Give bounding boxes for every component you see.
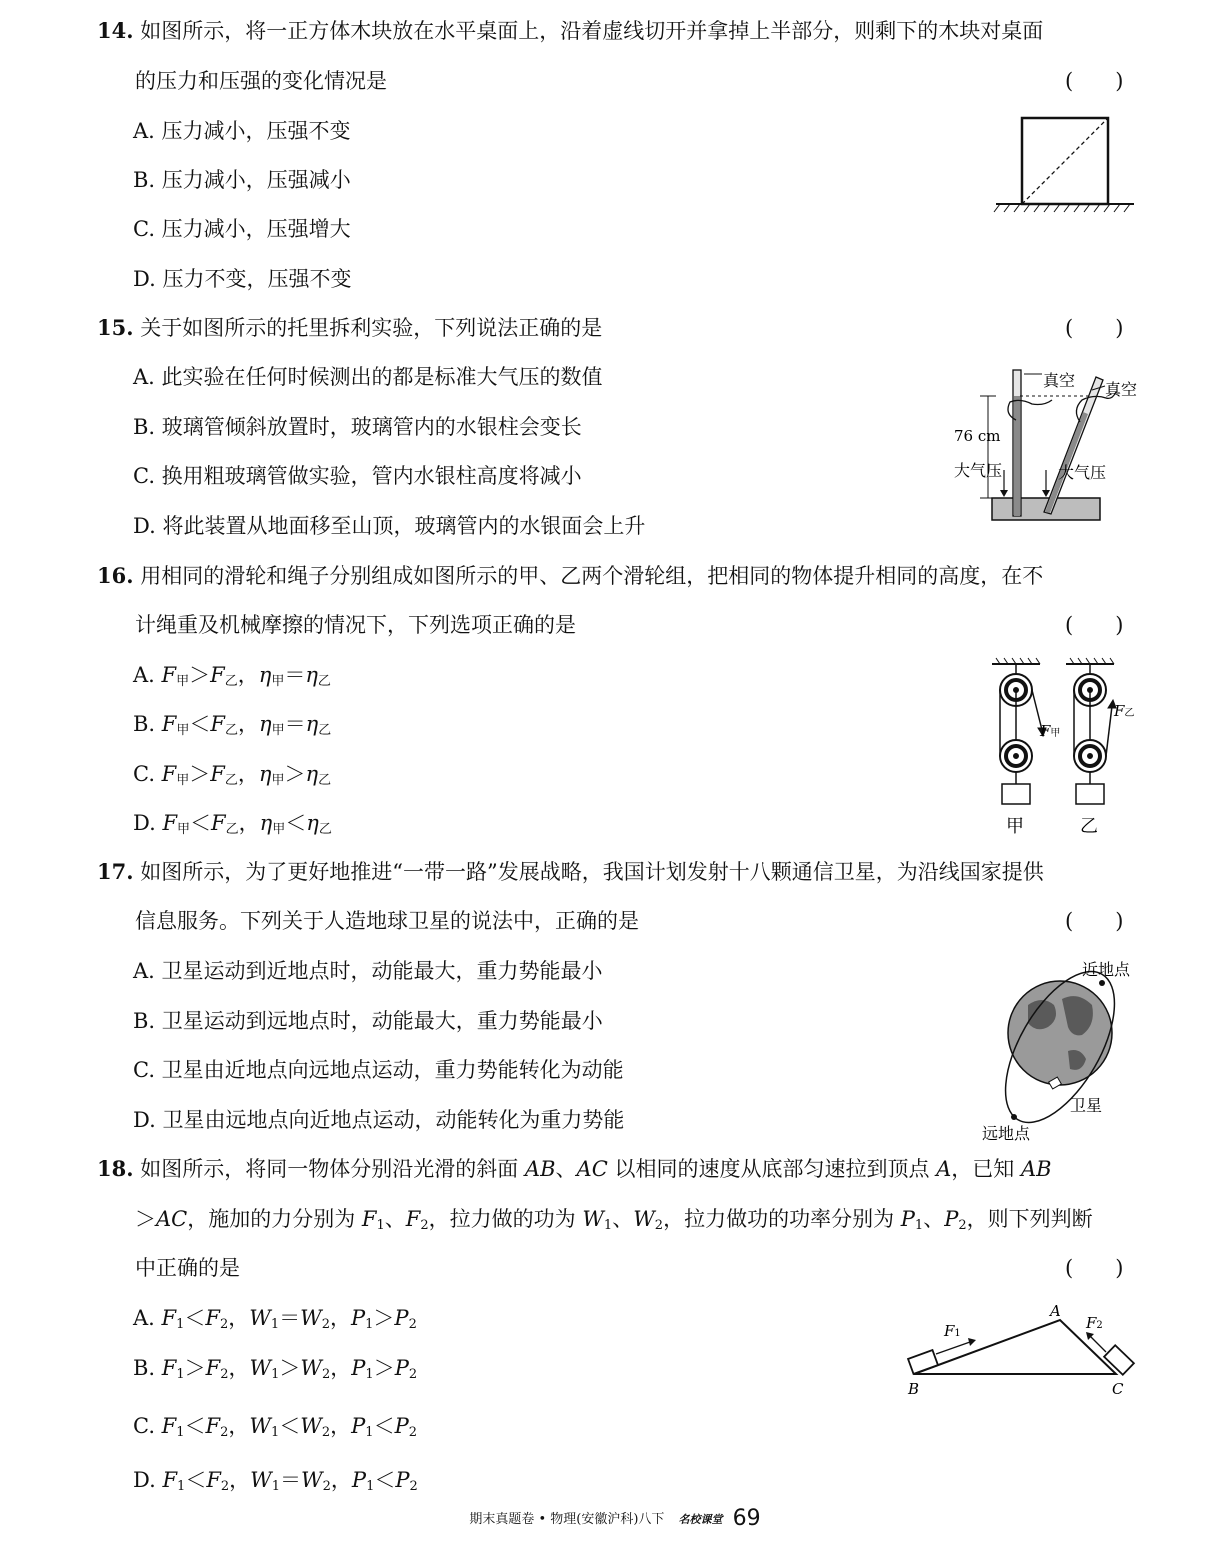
q16-stem-line2: 计绳重及机械摩擦的情况下，下列选项正确的是	[135, 613, 576, 637]
q18-stem-line2: ＞AC，施加的力分别为 $F_1$、$F_2$，拉力做的功为 $W_1$、$W_2$，拉力做功的功率分别为 $P_1$、$P_2$，则下列判断	[135, 1207, 1093, 1233]
q18-option-c: C. $F_1<F_2$，$W_1<W_2$，$P_1<P_2$	[133, 1414, 417, 1440]
q15-number: 15.	[97, 315, 134, 340]
q14-stem-line1	[97, 16, 1043, 46]
q18-stem-line3: 中正确的是	[135, 1256, 240, 1280]
q16-option-d: D. $F_甲<F_乙$，$\eta_甲<\eta_乙$	[133, 811, 332, 837]
q18-stem-line1: 18. 如图所示，将同一物体分别沿光滑的斜面 AB、AC 以相同的速度从底部匀速拉到顶点 A，已知 AB	[97, 1156, 1052, 1181]
q14-stem-line2: 的压力和压强的变化情况是	[135, 69, 387, 93]
q18-incline-figure	[900, 1302, 1140, 1398]
footer-text: 期末真题卷 • 物理(安徽沪科)八下	[469, 1512, 665, 1527]
q18-option-b: B. $F_1>F_2$，$W_1>W_2$，$P_1>P_2$	[133, 1356, 418, 1382]
label-A: A	[1050, 1302, 1061, 1320]
q16-number: 16.	[97, 563, 134, 588]
q14-cube-figure	[990, 112, 1140, 214]
q16-option-b: B. $F_甲<F_乙$，$\eta_甲=\eta_乙$	[133, 712, 332, 738]
q18-number: 18.	[97, 1156, 134, 1181]
label-perigee: 近地点	[1082, 960, 1131, 979]
earth	[1008, 981, 1112, 1085]
cube-block	[1022, 118, 1108, 204]
label-F1: F1	[944, 1322, 961, 1340]
q17-text-1: 如图所示，为了更好地推进“一带一路”发展战略，我国计划发射十八颗通信卫星，为沿线国家提供	[140, 860, 1044, 884]
q15-option-b: B. 玻璃管倾斜放置时，玻璃管内的水银柱会变长	[133, 415, 582, 439]
q18-option-a: A. $F_1<F_2$，$W_1=W_2$，$P_1>P_2$	[133, 1306, 417, 1332]
label-F2: F2	[1086, 1314, 1103, 1332]
q17-stem-line1	[97, 857, 1044, 887]
q16-stem-line1	[97, 561, 1043, 591]
q15-option-d: D. 将此装置从地面移至山顶，玻璃管内的水银面会上升	[133, 514, 646, 538]
label-C: C	[1112, 1380, 1124, 1398]
q14-text-1: 如图所示，将一正方体木块放在水平桌面上，沿着虚线切开并拿掉上半部分，则剩下的木块对桌面	[140, 19, 1044, 43]
q16-pulley-figure	[980, 656, 1140, 838]
brand-logo: 名校课堂	[678, 1513, 723, 1526]
q14-option-c: C. 压力减小，压强增大	[133, 217, 351, 241]
q14-number: 14.	[97, 18, 134, 43]
label-satellite: 卫星	[1070, 1096, 1103, 1115]
label-atm-2: 大气压	[1058, 463, 1107, 482]
label-F-yi: F乙	[1114, 702, 1135, 720]
q18-answer-paren: ( )	[1065, 1256, 1124, 1280]
perigee-point	[1099, 980, 1105, 986]
q18-option-d: D. $F_1<F_2$，$W_1=W_2$，$P_1<P_2$	[133, 1468, 418, 1494]
label-apogee: 远地点	[982, 1124, 1031, 1143]
q15-option-a: A. 此实验在任何时候测出的都是标准大气压的数值	[133, 365, 603, 389]
label-atm-1: 大气压	[954, 461, 1003, 480]
label-jia: 甲	[1006, 816, 1024, 837]
q17-stem-line2: 信息服务。下列关于人造地球卫星的说法中，正确的是	[135, 909, 639, 933]
page-number: 69	[732, 1506, 761, 1531]
q14-answer-paren: ( )	[1065, 69, 1124, 93]
label-F-jia: F甲	[1040, 722, 1061, 740]
q15-answer-paren: ( )	[1065, 316, 1124, 340]
q15-stem-line1	[97, 313, 602, 343]
label-76cm: 76 cm	[954, 427, 1001, 445]
label-yi: 乙	[1080, 816, 1098, 837]
q16-option-c: C. $F_甲>F_乙$，$\eta_甲>\eta_乙$	[133, 762, 332, 788]
q14-option-b: B. 压力减小，压强减小	[133, 168, 351, 192]
q17-satellite-figure	[978, 955, 1140, 1145]
q15-option-c: C. 换用粗玻璃管做实验，管内水银柱高度将减小	[133, 464, 582, 488]
page-footer	[0, 1506, 1230, 1531]
q16-option-a: A. $F_甲>F_乙$，$\eta_甲=\eta_乙$	[133, 663, 331, 689]
cut-dashed-line	[1022, 118, 1108, 204]
q17-option-a: A. 卫星运动到近地点时，动能最大，重力势能最小	[133, 959, 603, 983]
q14-option-a: A. 压力减小，压强不变	[133, 119, 351, 143]
pulley-group-yi	[1074, 664, 1116, 804]
label-vacuum-2: 真空	[1105, 380, 1138, 399]
q15-text-1: 关于如图所示的托里拆利实验，下列说法正确的是	[140, 316, 603, 340]
q17-number: 17.	[97, 859, 134, 884]
q15-torricelli-figure	[950, 362, 1140, 527]
q16-answer-paren: ( )	[1065, 613, 1124, 637]
q14-option-d: D. 压力不变，压强不变	[133, 267, 352, 291]
q17-option-b: B. 卫星运动到远地点时，动能最大，重力势能最小	[133, 1009, 603, 1033]
block-on-AB	[908, 1350, 938, 1374]
block-on-AC	[1104, 1345, 1134, 1375]
q16-text-1: 用相同的滑轮和绳子分别组成如图所示的甲、乙两个滑轮组，把相同的物体提升相同的高度，在不	[140, 564, 1044, 588]
q17-answer-paren: ( )	[1065, 909, 1124, 933]
label-vacuum-1: 真空	[1043, 371, 1076, 390]
q17-option-c: C. 卫星由近地点向远地点运动，重力势能转化为动能	[133, 1058, 624, 1082]
apogee-point	[1011, 1114, 1017, 1120]
label-B: B	[908, 1380, 920, 1398]
q17-option-d: D. 卫星由远地点向近地点运动，动能转化为重力势能	[133, 1108, 625, 1132]
